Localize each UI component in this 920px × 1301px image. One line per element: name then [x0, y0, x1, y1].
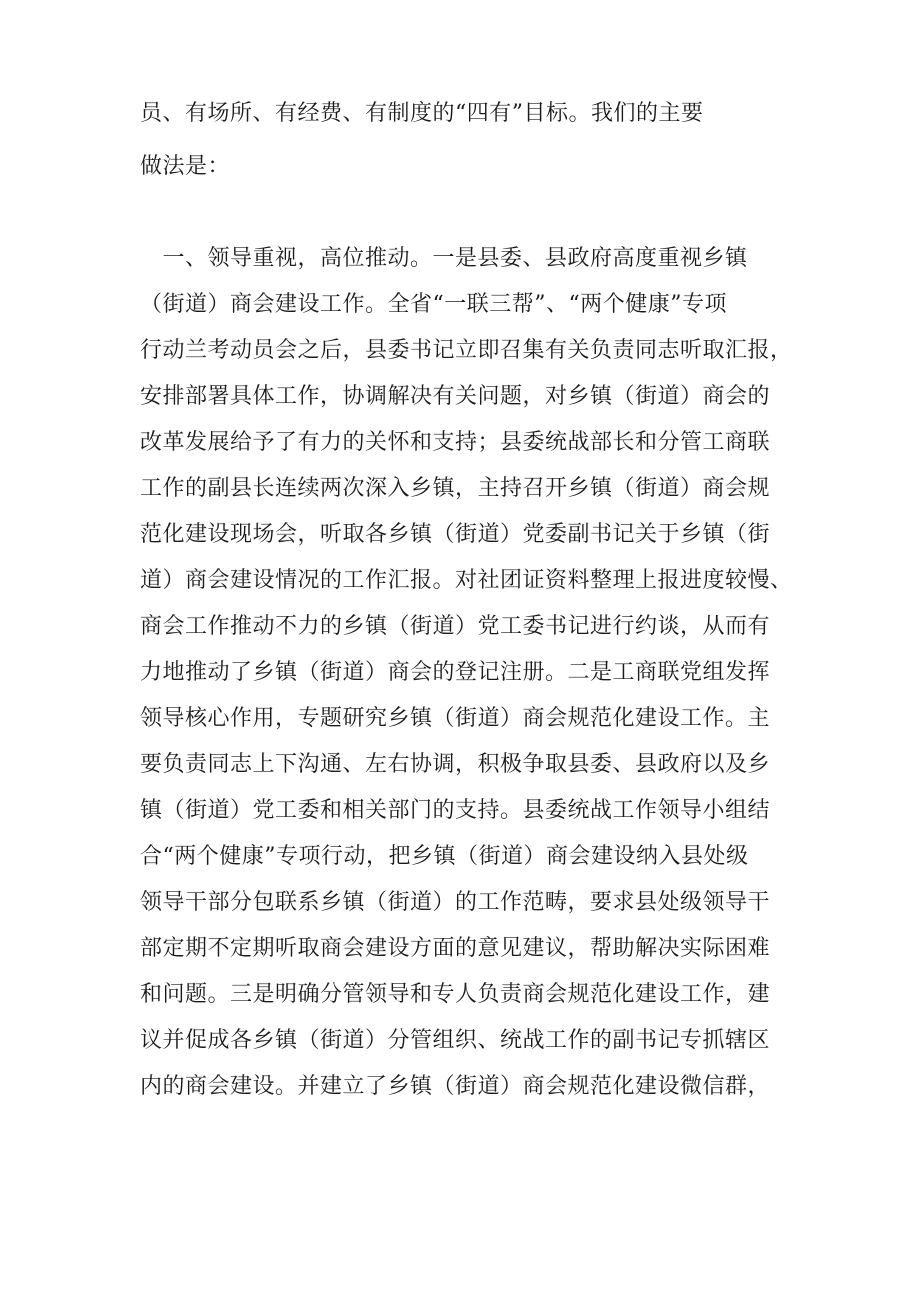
paragraph-line: 内的商会建设。并建立了乡镇（街道）商会规范化建设微信群， — [140, 1074, 771, 1099]
paragraph-line: （街道）商会建设工作。全省“一联三帮”、“两个健康”专项 — [140, 292, 727, 317]
paragraph-line: 商会工作推动不力的乡镇（街道）党工委书记进行约谈，从而有 — [140, 614, 771, 639]
intro-line-1: 员、有场所、有经费、有制度的“四有”目标。我们的主要 — [140, 101, 704, 126]
paragraph-line: 合“两个健康”专项行动，把乡镇（街道）商会建设纳入县处级 — [140, 844, 749, 869]
paragraph-line: 范化建设现场会，听取各乡镇（街道）党委副书记关于乡镇（街 — [140, 522, 771, 547]
paragraph-line: 要负责同志上下沟通、左右协调，积极争取县委、县政府以及乡 — [140, 752, 771, 777]
paragraph-line: 行动兰考动员会之后，县委书记立即召集有关负责同志听取汇报， — [140, 338, 793, 363]
paragraph-line: 领导干部分包联系乡镇（街道）的工作范畴，要求县处级领导干 — [140, 890, 771, 915]
paragraph-line: 和问题。三是明确分管领导和专人负责商会规范化建设工作，建 — [140, 982, 771, 1007]
paragraph-line: 一、领导重视，高位推动。一是县委、县政府高度重视乡镇 — [140, 246, 748, 271]
paragraph-line: 道）商会建设情况的工作汇报。对社团证资料整理上报进度较慢、 — [140, 568, 793, 593]
paragraph-line: 议并促成各乡镇（街道）分管组织、统战工作的副书记专抓辖区 — [140, 1028, 771, 1053]
paragraph-line: 力地推动了乡镇（街道）商会的登记注册。二是工商联党组发挥 — [140, 660, 771, 685]
intro-line-2: 做法是： — [140, 154, 231, 179]
paragraph-line: 安排部署具体工作，协调解决有关问题，对乡镇（街道）商会的 — [140, 384, 771, 409]
paragraph-line: 部定期不定期听取商会建设方面的意见建议，帮助解决实际困难 — [140, 936, 771, 961]
paragraph-line: 改革发展给予了有力的关怀和支持；县委统战部长和分管工商联 — [140, 430, 771, 455]
paragraph-line: 领导核心作用，专题研究乡镇（街道）商会规范化建设工作。主 — [140, 706, 771, 731]
paragraph-line: 镇（街道）党工委和相关部门的支持。县委统战工作领导小组结 — [140, 798, 771, 823]
paragraph-line: 工作的副县长连续两次深入乡镇，主持召开乡镇（街道）商会规 — [140, 476, 771, 501]
